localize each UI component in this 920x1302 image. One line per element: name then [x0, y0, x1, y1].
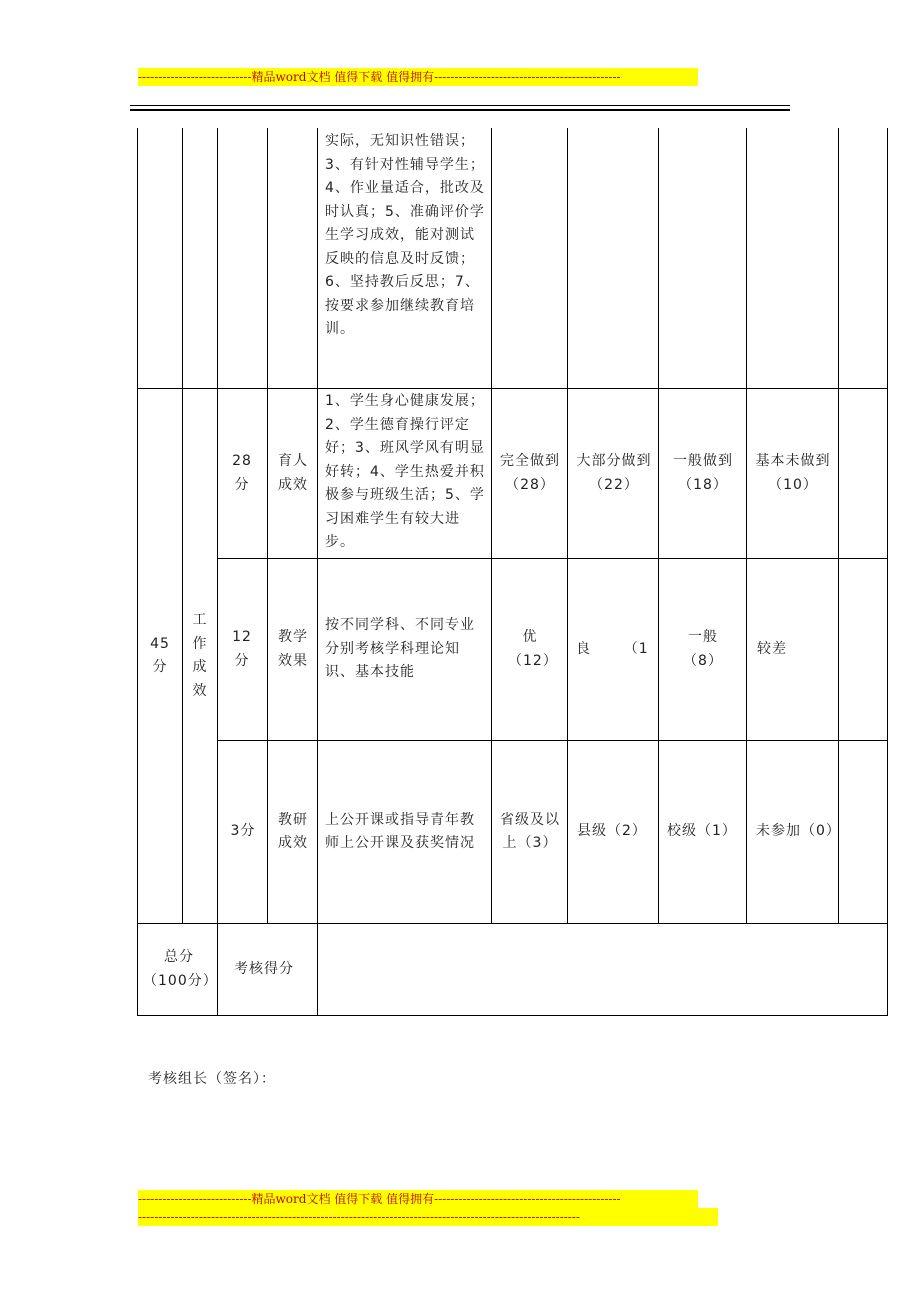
table-divider — [317, 128, 318, 1016]
header-rule — [130, 105, 790, 106]
grade-cell — [663, 559, 743, 740]
table-divider — [658, 128, 659, 923]
grade-text: 一般做到（18） — [673, 453, 733, 493]
table-divider — [217, 128, 218, 1016]
standard-text: 按不同学科、不同专业分别考核学科理论知识、基本技能 — [325, 617, 475, 681]
signature-line: 考核组长（签名）： — [148, 1071, 276, 1087]
grade-text: 优（12） — [508, 629, 558, 669]
points-cell — [222, 741, 264, 923]
grade-cell — [497, 389, 563, 558]
grade-cell — [577, 741, 657, 923]
group-score: 45分 — [150, 635, 170, 675]
standard-cell — [325, 559, 487, 740]
group-name: 工作成效 — [192, 612, 208, 699]
item-cell — [272, 389, 314, 558]
grade-text: 未参加（0） — [756, 823, 841, 840]
table-divider — [491, 128, 492, 923]
grade-cell — [497, 741, 563, 923]
grade-cell — [576, 559, 656, 740]
standard-cell: 1、学生身心健康发展；2、学生德育操行评定好；3、班风学风有明显好转；4、学生热爱并积极参与班级生活；5、学习困难学生有较大进步。 — [325, 393, 485, 550]
grade-cell — [497, 559, 563, 740]
footer-banner: ----------------------------精品word文档 值得下载 值得拥有---------------------------------------------- — [138, 1190, 698, 1208]
grade-text: 校级（1） — [667, 823, 737, 840]
grade-cell — [667, 741, 745, 923]
grade-cell — [663, 389, 743, 558]
grade-text: 基本未做到（10） — [755, 453, 831, 493]
table-divider — [746, 128, 747, 923]
grade-text: 一般（8） — [683, 629, 723, 669]
standard-text: 上公开课或指导青年教师上公开课及获奖情况 — [325, 811, 475, 851]
points-cell — [226, 389, 258, 558]
total-label: 总分（100分） — [143, 949, 218, 989]
score-label: 考核得分 — [234, 960, 294, 977]
item-text: 教研成效 — [278, 811, 308, 851]
grade-cell — [757, 559, 835, 740]
score-label-cell — [234, 924, 316, 1015]
grade-text: 省级及以上（3） — [500, 811, 560, 851]
grade-text: 较差 — [757, 640, 787, 657]
table-divider — [567, 128, 568, 923]
grade-text: 完全做到（28） — [500, 453, 560, 493]
item-text: 教学效果 — [278, 629, 308, 669]
item-text: 育人成效 — [278, 453, 308, 493]
grade-text: 县级（2） — [577, 823, 647, 840]
table-border-right — [887, 128, 888, 1016]
table-border-bottom — [137, 1015, 888, 1016]
points-text: 12分 — [232, 629, 252, 669]
grade-cell — [751, 389, 835, 558]
header-rule-thick — [130, 109, 790, 111]
grade-cell — [574, 389, 654, 558]
table-border-left — [137, 128, 138, 1016]
standard-cell: 实际，无知识性错误；3、有针对性辅导学生；4、作业量适合，批改及时认真；5、准确评价学生学习成效，能对测试反映的信息及时反馈；6、坚持教后反思；7、按要求参加继续教育培训。 — [325, 133, 485, 337]
points-text: 3分 — [230, 823, 256, 840]
table-divider — [182, 128, 183, 923]
footer-banner-rule: ------------------------------------------------------------------------------------------------------------- — [138, 1208, 718, 1226]
group-score-cell — [141, 389, 179, 923]
grade-text: 良 （1 — [576, 640, 649, 657]
header-banner: ----------------------------精品word文档 值得下载 值得拥有---------------------------------------------- — [138, 68, 698, 86]
item-cell — [272, 559, 314, 740]
points-cell — [226, 559, 258, 740]
table-divider — [838, 128, 839, 923]
points-text: 28分 — [232, 453, 252, 493]
total-label-cell — [141, 924, 217, 1015]
standard-cell — [325, 741, 487, 923]
table-divider — [267, 128, 268, 923]
grade-cell — [756, 741, 841, 923]
grade-text: 大部分做到（22） — [576, 453, 652, 493]
group-name-cell — [186, 389, 214, 923]
item-cell — [272, 741, 314, 923]
